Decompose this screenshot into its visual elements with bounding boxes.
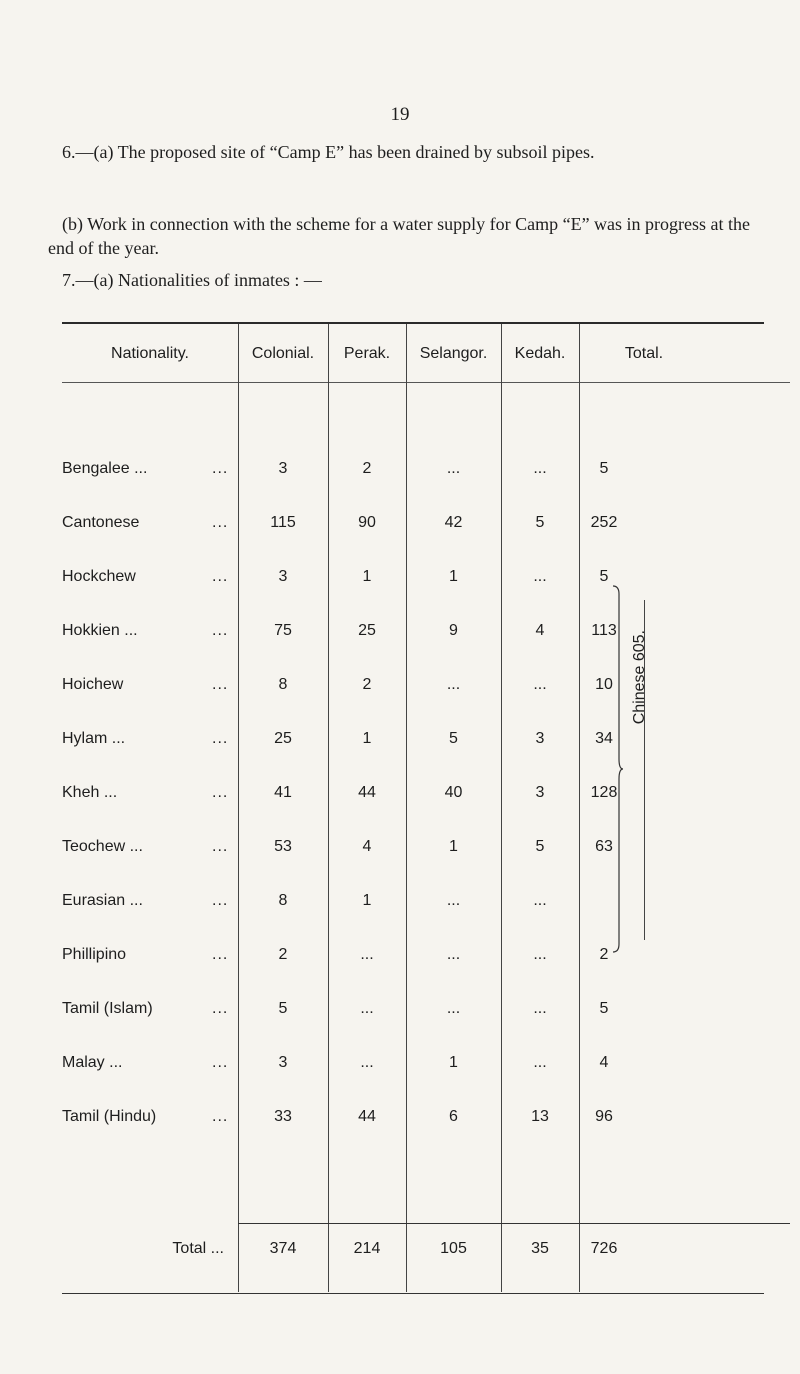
table-bottom-rule [62,1293,764,1294]
cell-colonial: 2 [278,946,288,963]
nationality-label: Eurasian ... [62,892,143,909]
nationality-label: Hockchew [62,568,136,585]
nationality-label: Kheh ... [62,784,118,801]
cell-kedah: 5 [535,514,545,531]
total-selangor: 105 [440,1240,467,1257]
page-number: 19 [390,104,410,125]
paragraph-7a: 7.—(a) Nationalities of inmates : — [62,270,322,290]
nationality-label: Bengalee ... [62,460,148,477]
leader-dots: ... [212,622,229,639]
cell-perak: ... [360,1000,374,1017]
chinese-brace [612,584,624,954]
cell-colonial: 3 [278,460,288,477]
cell-colonial: 3 [278,1054,288,1071]
total-colonial: 374 [269,1240,297,1257]
header-rule [62,382,238,383]
cell-perak: ... [360,1054,374,1071]
cell-selangor: 6 [449,1108,458,1125]
total-label: Total ... [172,1240,224,1257]
leader-dots: ... [212,1000,229,1017]
cell-selangor: ... [446,946,461,963]
leader-dots: ... [212,514,229,531]
cell-perak: 1 [362,568,372,585]
total-total: 726 [590,1240,618,1257]
cell-total: 113 [591,622,617,639]
leader-dots: ... [212,676,229,693]
total-rule [238,1223,790,1224]
cell-total: 10 [595,676,613,693]
cell-perak: 25 [358,622,376,639]
nationality-label: Cantonese [62,514,140,531]
nationality-label: Malay ... [62,1054,123,1071]
cell-colonial: 75 [274,622,292,639]
header-selangor: Selangor. [419,345,488,362]
cell-total: 34 [595,730,613,747]
cell-colonial: 41 [274,784,292,801]
cell-selangor: 1 [449,1054,458,1071]
leader-dots: ... [212,460,229,477]
nationality-label: Tamil (Islam) [62,1000,153,1017]
paragraph-6b: (b) Work in connection with the scheme for a water supply for Camp “E” was in progress at the end of the year. [48,214,751,258]
cell-total: 5 [599,1000,609,1017]
cell-kedah: 3 [535,784,545,801]
cell-colonial: 5 [278,1000,288,1017]
cell-kedah: ... [533,946,547,963]
nationality-label: Hylam ... [62,730,126,747]
leader-dots: ... [212,784,229,801]
cell-selangor: 5 [449,730,458,747]
cell-colonial: 8 [278,676,288,693]
leader-dots: ... [212,892,229,909]
cell-kedah: 13 [531,1108,549,1125]
header-nationality: Nationality. [111,345,189,362]
header-kedah: Kedah. [514,345,566,362]
cell-selangor: 42 [444,514,463,531]
header-perak: Perak. [343,345,391,362]
nationality-label: Phillipino [62,946,127,963]
cell-selangor: 9 [449,622,458,639]
leader-dots: ... [212,838,229,855]
nationality-label: Hoichew [62,676,124,693]
cell-kedah: 3 [535,730,545,747]
cell-colonial: 25 [274,730,292,747]
cell-total: 5 [599,460,609,477]
cell-perak: 2 [362,676,372,693]
cell-kedah: 5 [535,838,545,855]
cell-perak: 1 [362,892,372,909]
header-total: Total. [624,345,664,362]
header-colonial: Colonial. [251,345,315,362]
leader-dots: ... [212,1054,229,1071]
total-perak: 214 [353,1240,381,1257]
cell-kedah: ... [533,568,547,585]
cell-total: 252 [590,514,618,531]
nationality-label: Hokkien ... [62,622,138,639]
nationality-label: Tamil (Hindu) [62,1108,157,1125]
cell-selangor: ... [446,676,461,693]
cell-kedah: ... [533,1054,547,1071]
leader-dots: ... [212,1108,229,1125]
cell-perak: ... [360,946,374,963]
cell-total: 2 [599,946,609,963]
cell-selangor: ... [446,460,461,477]
table-top-rule [62,322,764,324]
cell-colonial: 33 [274,1108,292,1125]
header-rule [238,382,790,383]
cell-selangor: ... [446,1000,461,1017]
cell-perak: 44 [358,784,376,801]
cell-colonial: 3 [278,568,288,585]
leader-dots: ... [212,568,229,585]
cell-kedah: ... [533,676,547,693]
cell-total: 128 [590,784,618,801]
cell-selangor: ... [446,892,461,909]
cell-selangor: 1 [449,568,458,585]
cell-perak: 1 [362,730,372,747]
cell-perak: 90 [358,514,376,531]
nationality-label: Teochew ... [62,838,143,855]
cell-perak: 44 [358,1108,376,1125]
cell-total: 4 [599,1054,609,1071]
cell-kedah: ... [533,892,547,909]
leader-dots: ... [212,946,229,963]
cell-kedah: 4 [535,622,545,639]
cell-total: 96 [595,1108,613,1125]
cell-selangor: 1 [449,838,458,855]
cell-colonial: 115 [270,514,296,531]
leader-dots: ... [212,730,229,747]
cell-total: 5 [599,568,609,585]
cell-colonial: 8 [278,892,288,909]
paragraph-6a: 6.—(a) The proposed site of “Camp E” has been drained by subsoil pipes. [62,142,595,162]
cell-colonial: 53 [274,838,292,855]
cell-perak: 2 [362,460,372,477]
cell-total: 63 [595,838,613,855]
total-kedah: 35 [531,1240,549,1257]
cell-selangor: 40 [444,784,463,801]
cell-kedah: ... [533,1000,547,1017]
cell-kedah: ... [533,460,547,477]
cell-perak: 4 [362,838,372,855]
